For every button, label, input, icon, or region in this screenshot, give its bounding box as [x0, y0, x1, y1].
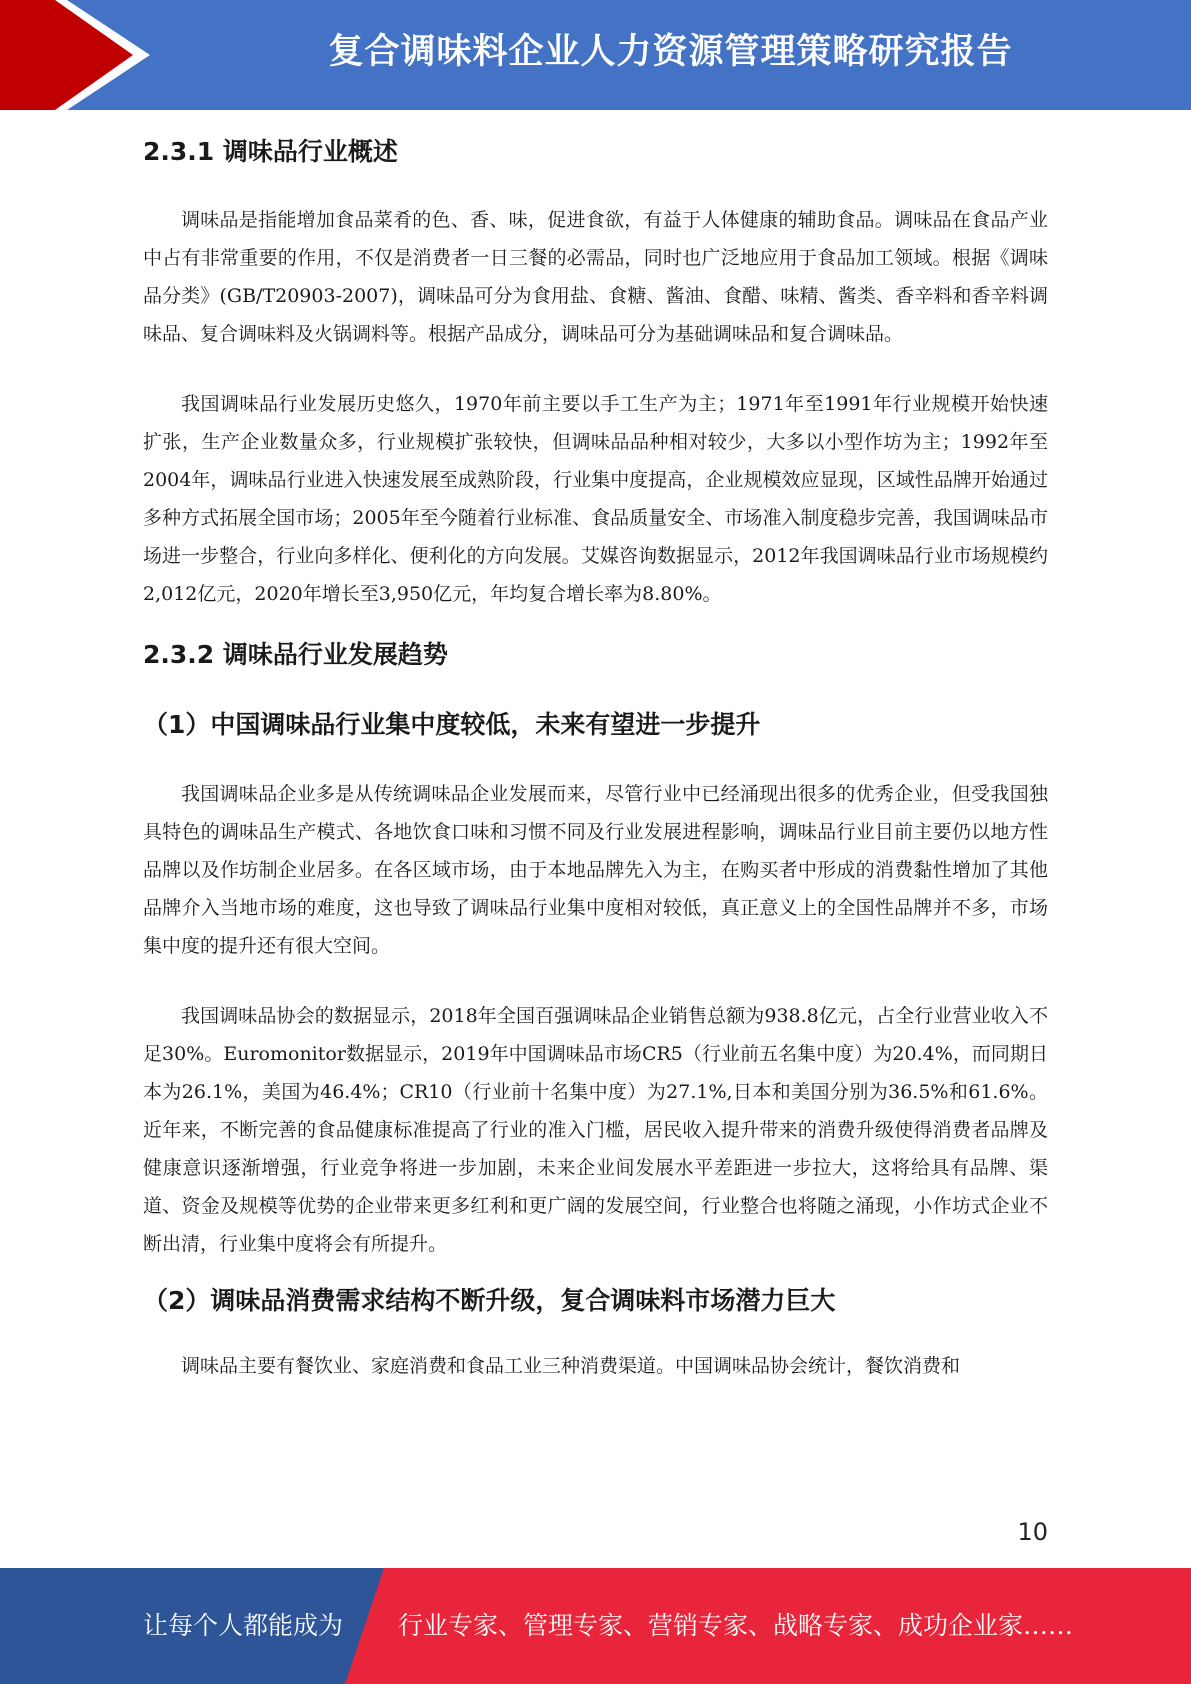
- subsection-heading-1: （1）中国调味品行业集中度较低，未来有望进一步提升: [143, 710, 761, 739]
- report-title: 复合调味料企业人力资源管理策略研究报告: [328, 32, 1013, 72]
- footer-slogan-right: 行业专家、管理专家、营销专家、战略专家、成功企业家……: [398, 1611, 1074, 1640]
- section-heading-2-3-2: 2.3.2 调味品行业发展趋势: [143, 640, 448, 669]
- header-arrow-icon: [0, 0, 150, 110]
- paragraph: 我国调味品协会的数据显示，2018年全国百强调味品企业销售总额为938.8亿元，占全行业营业收入不足30%。Euromonitor数据显示，2019年中国调味品市场CR5（行业前五名集中度）为20.4%，而同期日本为26.1%，美国为46.4%；CR10（行业前十名集中度）为27.1%,日本和美国分别为36.5%和61.6%。近年来，不断完善的食品健康标准提高了行业的准入门槛，居民收入提升带来的消费升级使得消费者品牌及健康意识逐渐增强，行业竞争将进一步加剧，未来企业间发展水平差距进一步拉大，这将给具有品牌、渠道、资金及规模等优势的企业带来更多红利和更广阔的发展空间，行业整合也将随之涌现，小作坊式企业不断出清，行业集中度将会有所提升。: [143, 1005, 1048, 1255]
- page-number: 10: [1017, 1518, 1048, 1546]
- paragraph: 我国调味品行业发展历史悠久，1970年前主要以手工生产为主；1971年至1991年行业规模开始快速扩张，生产企业数量众多，行业规模扩张较快，但调味品品种相对较少，大多以小型作坊为主；1992年至2004年，调味品行业进入快速发展至成熟阶段，行业集中度提高，企业规模效应显现，区域性品牌开始通过多种方式拓展全国市场；2005年至今随着行业标准、食品质量安全、市场准入制度稳步完善，我国调味品市场进一步整合，行业向多样化、便利化的方向发展。艾媒咨询数据显示，2012年我国调味品行业市场规模约2,012亿元，2020年增长至3,950亿元，年均复合增长率为8.80%。: [143, 393, 1048, 605]
- paragraph: 调味品是指能增加食品菜肴的色、香、味，促进食欲，有益于人体健康的辅助食品。调味品在食品产业中占有非常重要的作用，不仅是消费者一日三餐的必需品，同时也广泛地应用于食品加工领域。根据《调味品分类》(GB/T20903-2007)，调味品可分为食用盐、食糖、酱油、食醋、味精、酱类、香辛料和香辛料调味品、复合调味料及火锅调料等。根据产品成分，调味品可分为基础调味品和复合调味品。: [143, 209, 1048, 345]
- document-body: [143, 112, 1048, 1385]
- footer-band: [0, 1568, 1191, 1684]
- header-band: [0, 0, 1191, 110]
- footer-slogan-left: 让每个人都能成为: [143, 1611, 344, 1640]
- paragraph: 调味品主要有餐饮业、家庭消费和食品工业三种消费渠道。中国调味品协会统计，餐饮消费和: [181, 1355, 961, 1377]
- section-heading-2-3-1: 2.3.1 调味品行业概述: [143, 137, 398, 166]
- subsection-heading-2: （2）调味品消费需求结构不断升级，复合调味料市场潜力巨大: [143, 1286, 836, 1315]
- paragraph: 我国调味品企业多是从传统调味品企业发展而来，尽管行业中已经涌现出很多的优秀企业，但受我国独具特色的调味品生产模式、各地饮食口味和习惯不同及行业发展进程影响，调味品行业目前主要仍以地方性品牌以及作坊制企业居多。在各区域市场，由于本地品牌先入为主，在购买者中形成的消费黏性增加了其他品牌介入当地市场的难度，这也导致了调味品行业集中度相对较低，真正意义上的全国性品牌并不多，市场集中度的提升还有很大空间。: [143, 783, 1048, 957]
